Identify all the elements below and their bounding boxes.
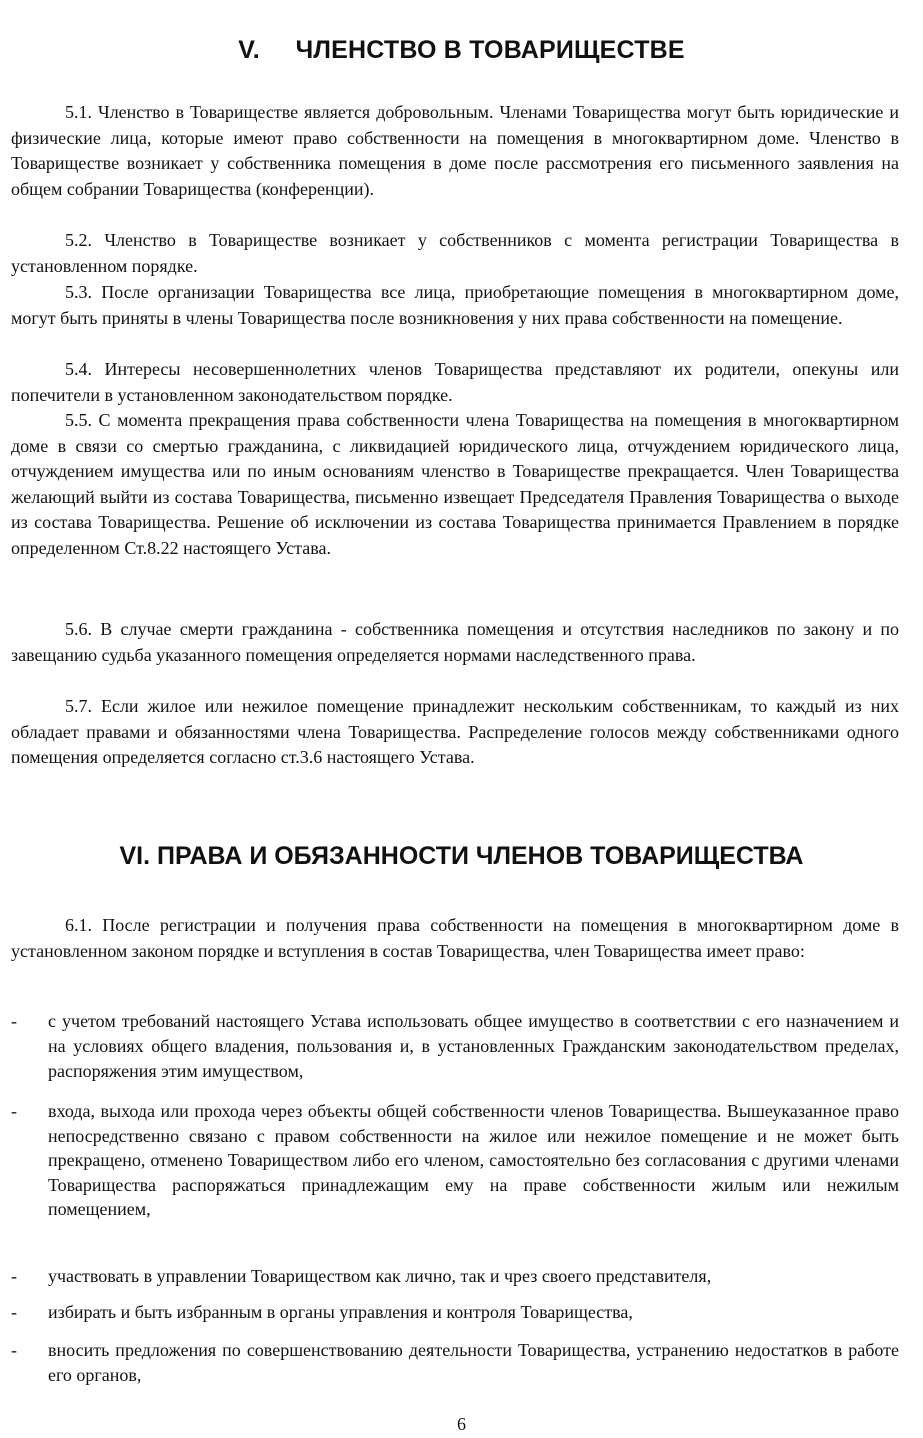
paragraph-5-7: 5.7. Если жилое или нежилое помещение принадлежит нескольким собственникам, то каждый из них обладает правами и обязанностями члена Товарищества. Распределение голосов между собственниками одного помещения определяется согласно ст.3.6 настоящего Устава.: [11, 696, 899, 768]
list-dash: -: [11, 1101, 17, 1121]
paragraph-6-1: 6.1. После регистрации и получения права собственности на помещения в многоквартирном доме в установленном законом порядке и вступления в состав Товарищества, член Товарищества имеет право:: [11, 915, 899, 961]
paragraph-5-4: 5.4. Интересы несовершеннолетних членов Товарищества представляют их родители, опекуны или попечители в установленном законодательством порядке.: [11, 359, 899, 405]
list-item-text: избирать и быть избранным в органы управления и контроля Товарищества,: [48, 1302, 633, 1322]
page-number: 6: [457, 1414, 466, 1434]
section-6-heading: VI. ПРАВА И ОБЯЗАННОСТИ ЧЛЕНОВ ТОВАРИЩЕСТВА: [119, 842, 804, 870]
list-item-text: с учетом требований настоящего Устава использовать общее имущество в соответствии с его назначением и на условиях общего владения, пользования и, в установленных Гражданским законодательством пределах, распоряжения этим имуществом,: [48, 1011, 899, 1081]
paragraph-5-2: 5.2. Членство в Товариществе возникает у собственников с момента регистрации Товарищества в установленном порядке.: [11, 230, 899, 276]
list-item-text: вносить предложения по совершенствованию деятельности Товарищества, устранению недостатков в работе его органов,: [48, 1340, 899, 1385]
paragraph-5-5: 5.5. С момента прекращения права собственности члена Товарищества на помещения в многоквартирном доме в связи со смертью гражданина, с ликвидацией юридического лица, отчуждением юридического лица, отчуждением имущества или по иным основаниям членство в Товариществе прекращается. Член Товарищества желающий выйти из состава Товарищества, письменно извещает Председателя Правления Товарищества о выходе из состава Товарищества. Решение об исключении из состава Товарищества принимается Правлением в порядке определенном Ст.8.22 настоящего Устава.: [11, 410, 899, 558]
list-dash: -: [11, 1302, 17, 1322]
list-dash: -: [11, 1266, 17, 1286]
section-5-heading: V. ЧЛЕНСТВО В ТОВАРИЩЕСТВЕ: [238, 36, 685, 64]
paragraph-5-6: 5.6. В случае смерти гражданина - собственника помещения и отсутствия наследников по закону и по завещанию судьба указанного помещения определяется нормами наследственного права.: [11, 619, 899, 665]
paragraph-5-3: 5.3. После организации Товарищества все лица, приобретающие помещения в многоквартирном доме, могут быть приняты в члены Товарищества после возникновения у них права собственности на помещение.: [11, 282, 899, 328]
list-dash: -: [11, 1011, 17, 1031]
list-item-text: входа, выхода или прохода через объекты общей собственности членов Товарищества. Вышеуказанное право непосредственно связано с правом собственности на жилое или нежилое помещение и не может быть прекращено, отменено Товариществом либо его членом, самостоятельно без согласования с другими членами Товарищества распоряжаться принадлежащим ему на праве собственности жилым или нежилым помещением,: [48, 1101, 899, 1220]
paragraph-5-1: 5.1. Членство в Товариществе является добровольным. Членами Товарищества могут быть юридические и физические лица, которые имеют право собственности на помещения в многоквартирном доме. Членство в Товариществе возникает у собственника помещения в доме после рассмотрения его письменного заявления на общем собрании Товарищества (конференции).: [11, 102, 899, 199]
list-item-text: участвовать в управлении Товариществом как лично, так и чрез своего представителя,: [48, 1266, 712, 1286]
list-dash: -: [11, 1340, 17, 1360]
